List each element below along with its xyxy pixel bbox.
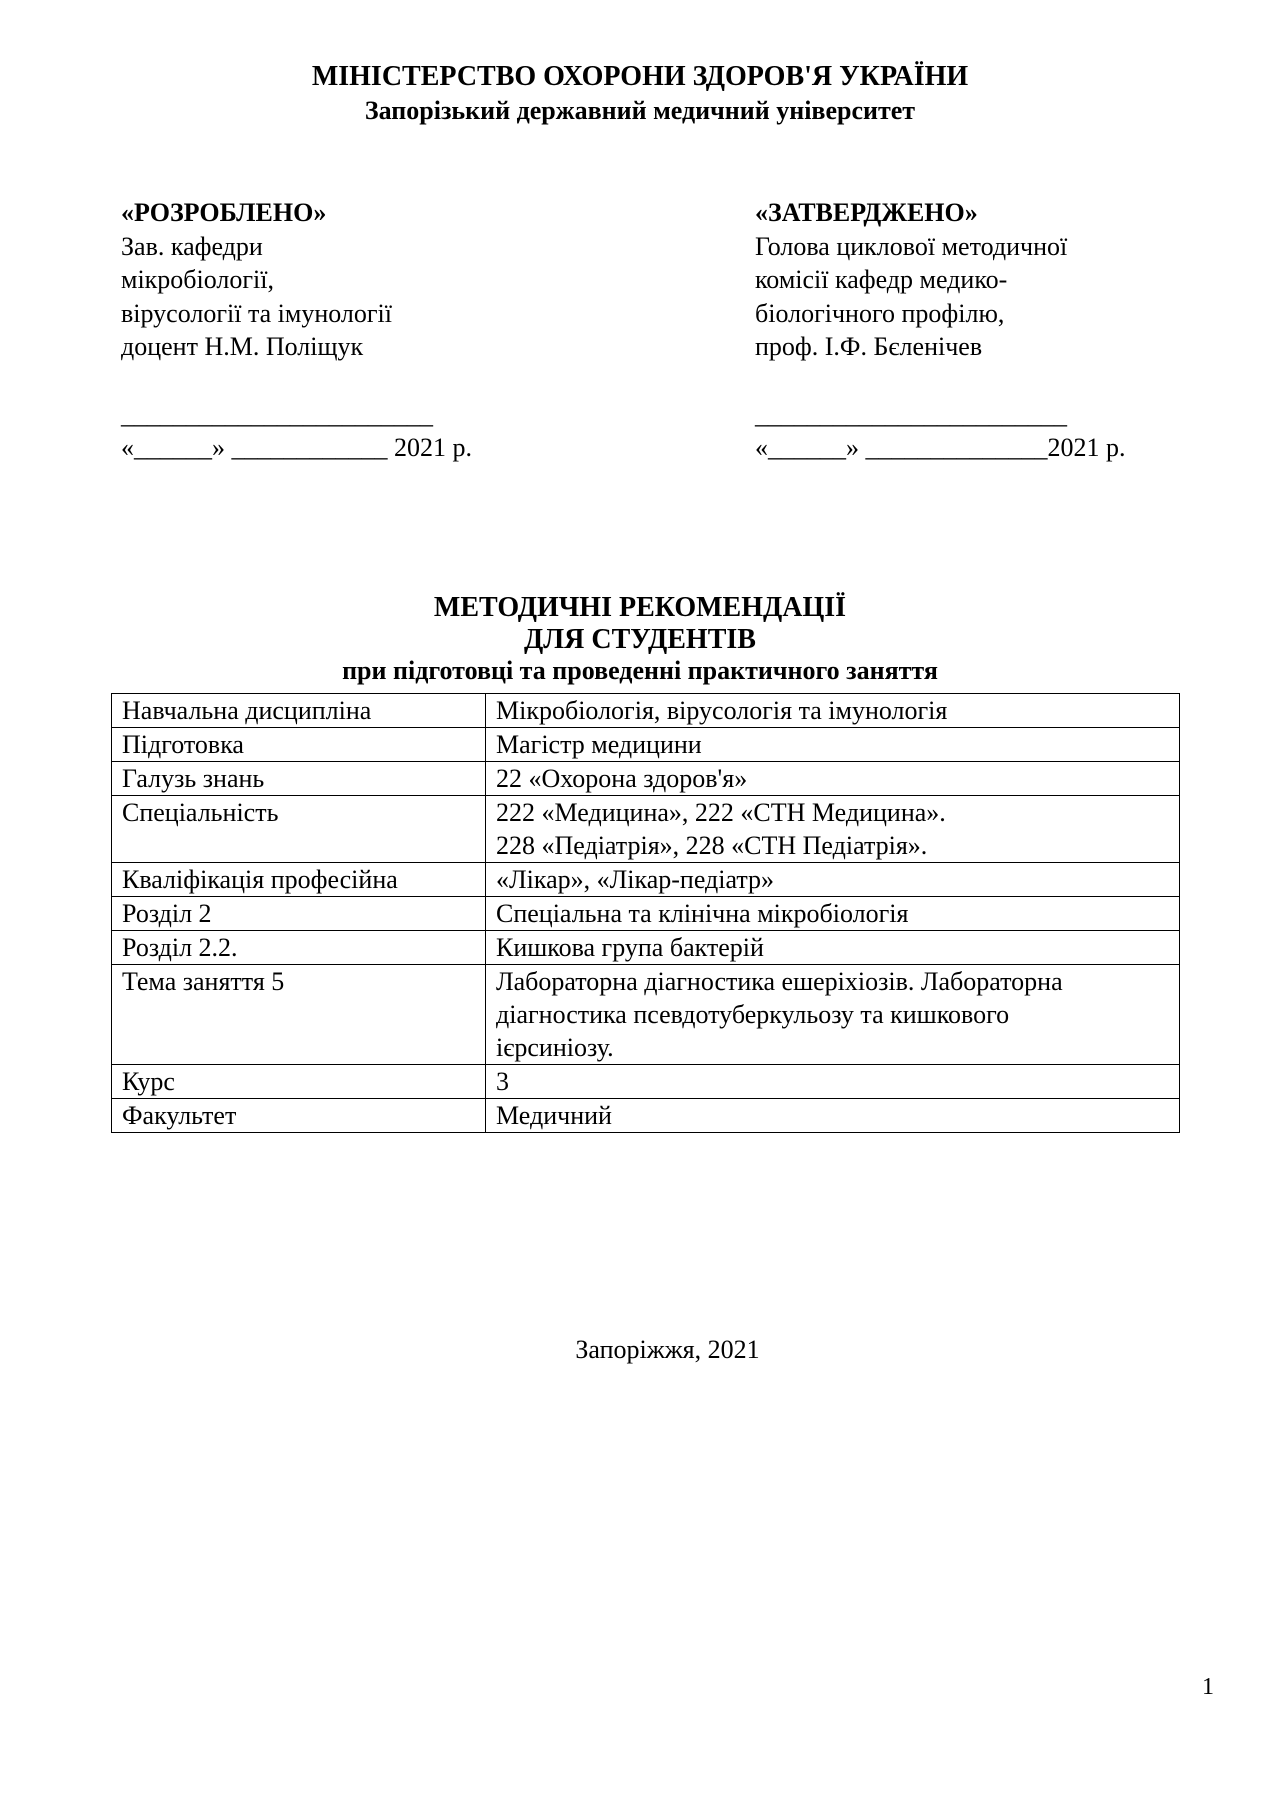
- table-row: [112, 931, 1180, 965]
- table-row: [112, 897, 1180, 931]
- city-year: Запоріжжя, 2021: [575, 1335, 760, 1364]
- table-row: [112, 965, 1180, 1065]
- table-value-cell: [486, 1099, 1180, 1133]
- table-key-cell: Курс: [112, 1065, 486, 1099]
- table-value-line: «Лікар», «Лікар-педіатр»: [496, 865, 775, 894]
- table-value-cell: [486, 931, 1180, 965]
- approved-line: комісії кафедр медико-: [755, 265, 1008, 294]
- table-row: [112, 694, 1180, 728]
- table-value-cell: [486, 897, 1180, 931]
- document-subtitle: при підготовці та проведенні практичного заняття: [342, 656, 938, 685]
- table-key-cell: Тема заняття 5: [112, 965, 486, 1065]
- developed-date-line: «______» ____________ 2021 р.: [121, 433, 472, 462]
- table-value-line: Медичний: [496, 1101, 612, 1130]
- table-value-line: 3: [496, 1067, 509, 1096]
- document-header: [0, 60, 1280, 128]
- table-value-line: ієрсиніозу.: [496, 1033, 614, 1062]
- info-table: [111, 693, 1180, 1133]
- document-title-line: ДЛЯ СТУДЕНТІВ: [524, 624, 756, 655]
- table-key-cell: Кваліфікація професійна: [112, 863, 486, 897]
- table-value-line: Лабораторна діагностика ешеріхіозів. Лабораторна: [496, 967, 1063, 996]
- table-row: [112, 1065, 1180, 1099]
- developed-line: мікробіології,: [121, 265, 275, 294]
- table-row: [112, 796, 1180, 863]
- developed-line: вірусології та імунології: [121, 298, 392, 328]
- approved-block: [755, 196, 1235, 465]
- approved-line: Голова циклової методичної: [755, 231, 1068, 261]
- table-row: [112, 762, 1180, 796]
- university-name: Запорізький державний медичний університет: [364, 96, 916, 125]
- table-value-cell: [486, 762, 1180, 796]
- table-value-line: 22 «Охорона здоров'я»: [496, 764, 748, 793]
- table-value-line: Спеціальна та клінічна мікробіологія: [496, 899, 909, 928]
- table-key-cell: Спеціальність: [112, 796, 486, 863]
- approved-date-line: «______» ______________2021 р.: [755, 433, 1126, 462]
- table-key-cell: Галузь знань: [112, 762, 486, 796]
- approved-line: проф. І.Ф. Бєленічев: [755, 332, 983, 361]
- page-number: 1: [1202, 1674, 1214, 1700]
- developed-block: [121, 196, 601, 465]
- table-value-cell: [486, 728, 1180, 762]
- table-value-line: 222 «Медицина», 222 «СТН Медицина».: [496, 798, 946, 827]
- table-key-cell: Факультет: [112, 1099, 486, 1133]
- table-value-cell: [486, 1065, 1180, 1099]
- table-value-cell: [486, 863, 1180, 897]
- developed-signature-line: ________________________: [121, 399, 433, 429]
- developed-line: доцент Н.М. Поліщук: [121, 332, 364, 361]
- table-row: [112, 728, 1180, 762]
- table-key-cell: Підготовка: [112, 728, 486, 762]
- developed-line: Зав. кафедри: [121, 231, 263, 261]
- table-key-cell: Розділ 2.2.: [112, 931, 486, 965]
- table-value-line: Магістр медицини: [496, 730, 702, 759]
- approved-line: біологічного профілю,: [755, 298, 1005, 328]
- document-title-line: МЕТОДИЧНІ РЕКОМЕНДАЦІЇ: [433, 592, 847, 623]
- table-row: [112, 1099, 1180, 1133]
- table-value-line: діагностика псевдотуберкульозу та кишкового: [496, 1000, 1010, 1029]
- developed-title: «РОЗРОБЛЕНО»: [121, 198, 327, 227]
- document-title: [0, 592, 1280, 686]
- table-value-cell: [486, 965, 1180, 1065]
- ministry-name: МІНІСТЕРСТВО ОХОРОНИ ЗДОРОВ'Я УКРАЇНИ: [311, 61, 969, 92]
- table-value-line: Кишкова група бактерій: [496, 933, 764, 962]
- table-value-line: Мікробіологія, вірусологія та імунологія: [496, 696, 948, 725]
- table-row: [112, 863, 1180, 897]
- table-value-cell: [486, 796, 1180, 863]
- table-value-line: 228 «Педіатрія», 228 «СТН Педіатрія».: [496, 831, 928, 860]
- approved-signature-line: ________________________: [755, 399, 1067, 429]
- table-key-cell: Розділ 2: [112, 897, 486, 931]
- approved-title: «ЗАТВЕРДЖЕНО»: [755, 198, 978, 227]
- table-value-cell: [486, 694, 1180, 728]
- table-key-cell: Навчальна дисципліна: [112, 694, 486, 728]
